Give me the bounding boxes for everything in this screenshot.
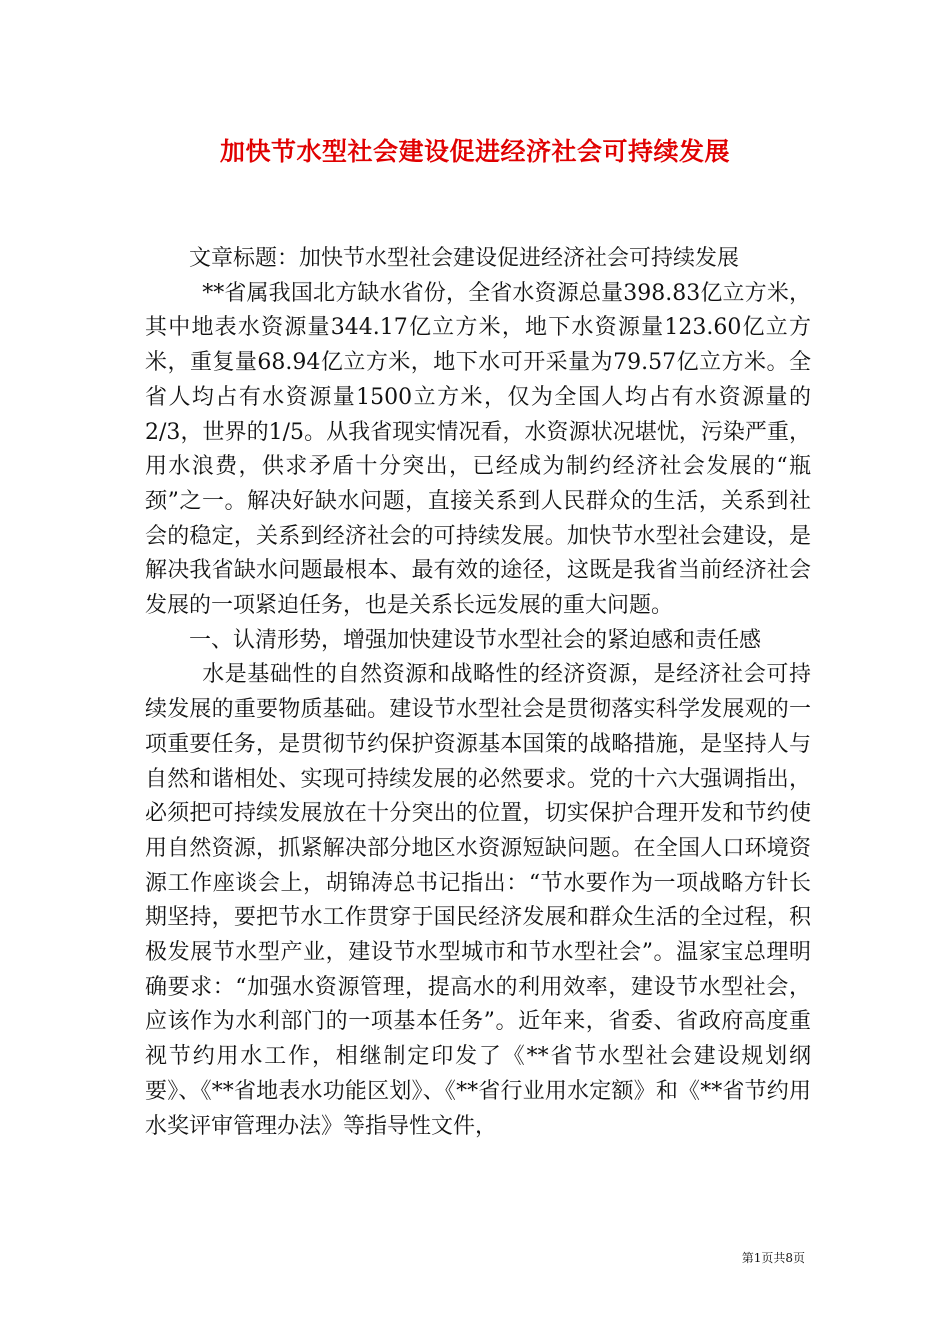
page-title: 加快节水型社会建设促进经济社会可持续发展 [219, 137, 730, 166]
page-number-footer: 第1页共8页 [741, 1251, 805, 1265]
paragraph-section-1: 水是基础性的自然资源和战略性的经济资源，是经济社会可持续发展的重要物质基础。建设节水型社会是贯彻落实科学发展观的一项重要任务，是贯彻节约保护资源基本国策的战略措施，是坚持人与自然和谐相处、实现可持续发展的必然要求。党的十六大强调指出，必须把可持续发展放在十分突出的位置，切实保护合理开发和节约使用自然资源，抓紧解决部分地区水资源短缺问题。在全国人口环境资源工作座谈会上，胡锦涛总书记指出：“节水要作为一项战略方针长期坚持，要把节水工作贯穿于国民经济发展和群众生活的全过程，积极发展节水型产业，建设节水型城市和节水型社会”。温家宝总理明确要求：“加强水资源管理，提高水的利用效率，建设节水型社会，应该作为水利部门的一项基本任务”。近年来，省委、省政府高度重视节约用水工作，相继制定印发了《**省节水型社会建设规划纲要》、《**省地表水功能区划》、《**省行业用水定额》和《**省节约用水奖评审管理办法》等指导性文件， [145, 662, 811, 1139]
paragraph-intro: **省属我国北方缺水省份，全省水资源总量398.83亿立方米，其中地表水资源量344.17亿立方米，地下水资源量123.60亿立方米，重复量68.94亿立方米，地下水可开采量为79.57亿立方米。全省人均占有水资源量1500立方米，仅为全国人均占有水资源量的2/3，世界的1/5。从我省现实情况看，水资源状况堪忧，污染严重，用水浪费，供求矛盾十分突出，已经成为制约经济社会发展的“瓶颈”之一。解决好缺水问题，直接关系到人民群众的生活，关系到社会的稳定，关系到经济社会的可持续发展。加快节水型社会建设，是解决我省缺水问题最根本、最有效的途径，这既是我省当前经济社会发展的一项紧迫任务，也是关系长远发展的重大问题。 [145, 280, 811, 619]
article-title-line: 文章标题：加快节水型社会建设促进经济社会可持续发展 [189, 246, 740, 271]
section-heading-1: 一、认清形势，增强加快建设节水型社会的紧迫感和责任感 [189, 627, 762, 653]
document-body [145, 242, 811, 1144]
